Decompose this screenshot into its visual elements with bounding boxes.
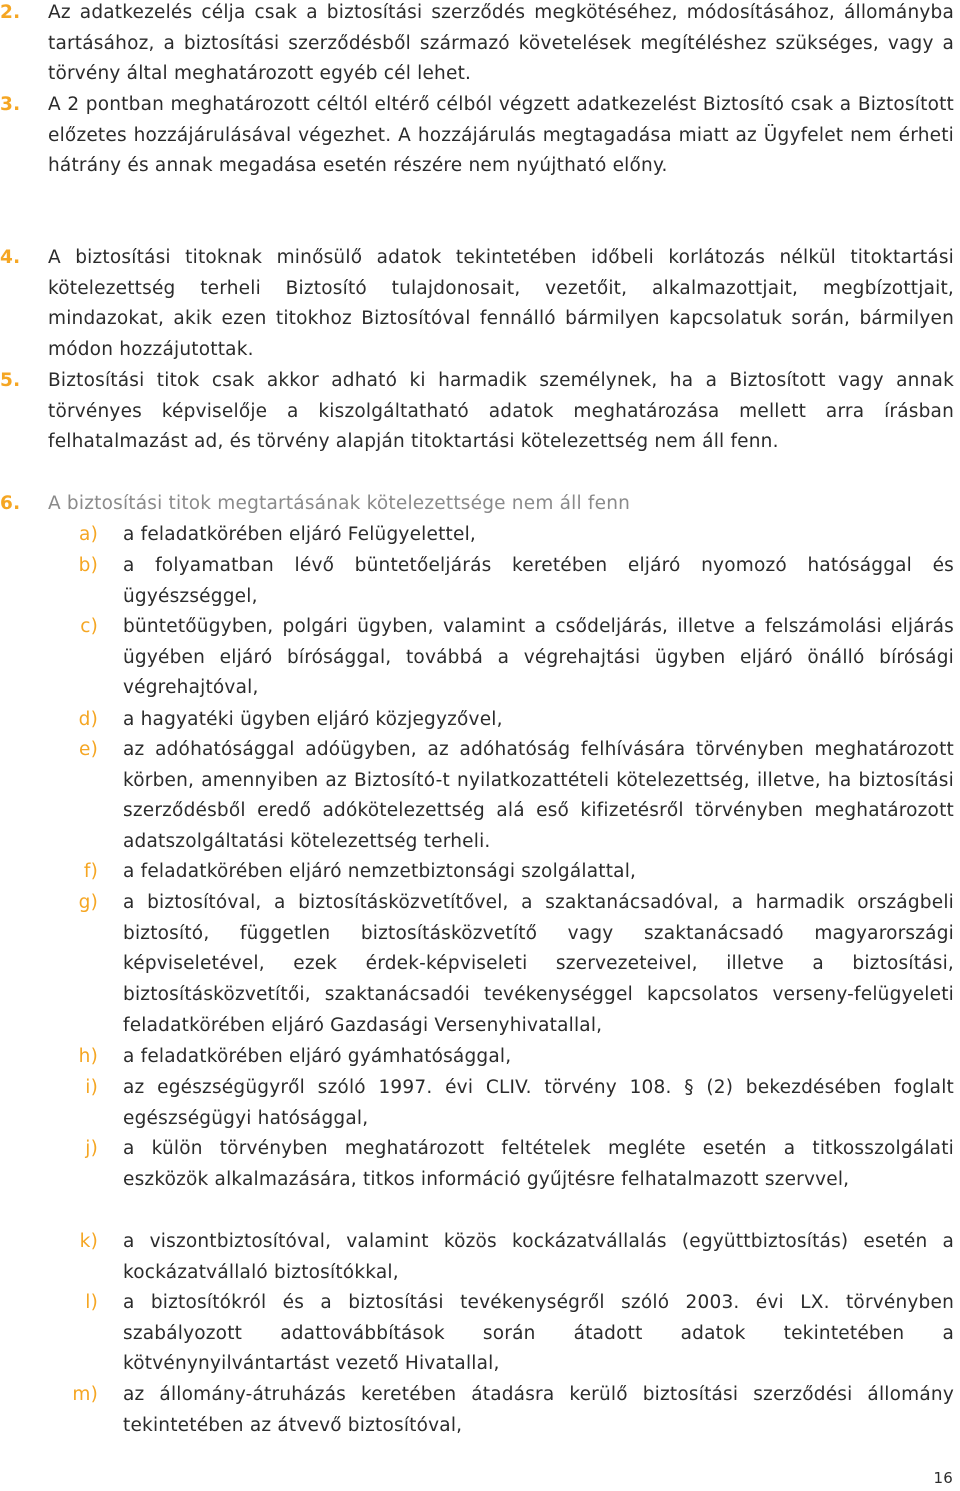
list-item <box>79 1227 954 1288</box>
list-item-text: az állomány-átruházás keretében átadásra kerülő biztosítási szerződési állomány tekintetében az átvevő biztosítóval, <box>123 1384 954 1436</box>
list-item <box>78 1042 954 1073</box>
list-letter: k) <box>79 1231 98 1252</box>
list-item <box>78 551 954 612</box>
list-item-text: a hagyatéki ügyben eljáró közjegyzővel, <box>123 709 503 730</box>
list-item <box>72 1380 954 1441</box>
list-item <box>79 735 954 858</box>
paragraph-3 <box>0 90 954 182</box>
list-item <box>79 520 954 551</box>
list-item <box>85 1288 954 1380</box>
list-item <box>80 612 954 704</box>
list-item-text: a feladatkörében eljáró nemzetbiztonsági szolgálattal, <box>123 861 637 882</box>
paragraph-number: 4. <box>0 247 21 268</box>
paragraph-text: Biztosítási titok csak akkor adható ki harmadik személynek, ha a Biztosított vagy annak törvényes képviselője a kiszolgáltatható adatok meghatározása mellett arra írásban felhatalmazást ad, és törvény alapján titoktartási kötelezettség nem áll fenn. <box>48 370 954 453</box>
list-letter: c) <box>80 616 98 637</box>
paragraph-text: A 2 pontban meghatározott céltól eltérő célból végzett adatkezelést Biztosító csak a Biztosított előzetes hozzájárulásával végezhet. A hozzájárulás megtagadása miatt az Ügyfelet nem érheti hátrány és annak megadása esetén részére nem nyújtható előny. <box>48 94 954 177</box>
list-letter: m) <box>72 1384 98 1405</box>
list-letter: f) <box>83 861 98 882</box>
list-item <box>85 1134 954 1195</box>
paragraph-text: Az adatkezelés célja csak a biztosítási szerződés megkötéséhez, módosításához, állományba tartásához, a biztosítási szerződésből származó követelések megítéléshez szükséges, vagy a törvény által meghatározott egyéb cél lehet. <box>48 2 954 85</box>
paragraph-text: A biztosítási titok megtartásának kötelezettsége nem áll fenn <box>48 493 631 514</box>
paragraph-number: 3. <box>0 94 21 115</box>
list-letter: h) <box>78 1046 98 1067</box>
paragraph-number: 6. <box>0 493 21 514</box>
list-item-text: a biztosítókról és a biztosítási tevékenységről szóló 2003. évi LX. törvényben szabályozott adattovábbítások során átadott adatok tekintetében a kötvénynyilvántartást vezető Hivatallal, <box>123 1292 954 1375</box>
list-letter: j) <box>85 1138 98 1159</box>
list-item <box>83 857 954 888</box>
paragraph-6 <box>0 489 954 520</box>
list-item-text: a feladatkörében eljáró gyámhatósággal, <box>123 1046 512 1067</box>
list-item <box>78 888 954 1042</box>
paragraph-4 <box>0 243 954 366</box>
list-item <box>78 705 954 736</box>
list-item-text: az adóhatósággal adóügyben, az adóhatóság felhívására törvényben meghatározott körben, amennyiben az Biztosító-t nyilatkozattételi kötelezettség, illetve, ha biztosítási szerződésből eredő adókötelezettség alá eső kifizetésről törvényben meghatározott adatszolgáltatási kötelezettség terheli. <box>123 739 954 853</box>
page-number: 16 <box>933 1469 953 1487</box>
list-letter: i) <box>85 1077 98 1098</box>
paragraph-2 <box>0 0 954 90</box>
list-item-text: a feladatkörében eljáró Felügyelettel, <box>123 524 476 545</box>
list-letter: g) <box>78 892 98 913</box>
paragraph-text: A biztosítási titoknak minősülő adatok tekintetében időbeli korlátozás nélkül titoktartási kötelezettség terheli Biztosító tulajdonosait, vezetőit, alkalmazottjait, megbízottjait, mindazokat, akik ezen titokhoz Biztosítóval fennálló bármilyen kapcsolatuk során, bármilyen módon hozzájutottak. <box>48 247 954 361</box>
paragraph-number: 5. <box>0 370 21 391</box>
list-item <box>85 1073 954 1134</box>
list-item-text: a folyamatban lévő büntetőeljárás keretében eljáró nyomozó hatósággal és ügyészséggel, <box>123 555 954 607</box>
list-item-text: a viszontbiztosítóval, valamint közös kockázatvállalás (együttbiztosítás) esetén a kockázatvállaló biztosítókkal, <box>123 1231 954 1283</box>
list-item-text: a biztosítóval, a biztosításközvetítővel, a szaktanácsadóval, a harmadik országbeli biztosító, független biztosításközvetítő vagy szaktanácsadó magyarországi képviseletével, ezek érdek-képviseleti szervezeteivel, illetve a biztosítási, biztosításközvetítői, szaktanácsadói tevékenységgel kapcsolatos verseny-felügyeleti feladatkörében eljáró Gazdasági Versenyhivatallal, <box>123 892 954 1036</box>
list-item-text: büntetőügyben, polgári ügyben, valamint a csődeljárás, illetve a felszámolási eljárás ügyében eljáró bírósággal, továbbá a végrehajtási ügyben eljáró önálló bírósági végrehajtóval, <box>123 616 954 699</box>
list-letter: d) <box>78 709 98 730</box>
list-item-text: az egészségügyről szóló 1997. évi CLIV. törvény 108. § (2) bekezdésében foglalt egészségügyi hatósággal, <box>123 1077 954 1129</box>
paragraph-number: 2. <box>0 2 21 23</box>
paragraph-5 <box>0 366 954 458</box>
list-letter: l) <box>85 1292 98 1313</box>
list-letter: e) <box>79 739 98 760</box>
list-letter: a) <box>79 524 98 545</box>
list-item-text: a külön törvényben meghatározott feltételek megléte esetén a titkosszolgálati eszközök alkalmazására, titkos információ gyűjtésre felhatalmazott szervvel, <box>123 1138 954 1190</box>
list-letter: b) <box>78 555 98 576</box>
